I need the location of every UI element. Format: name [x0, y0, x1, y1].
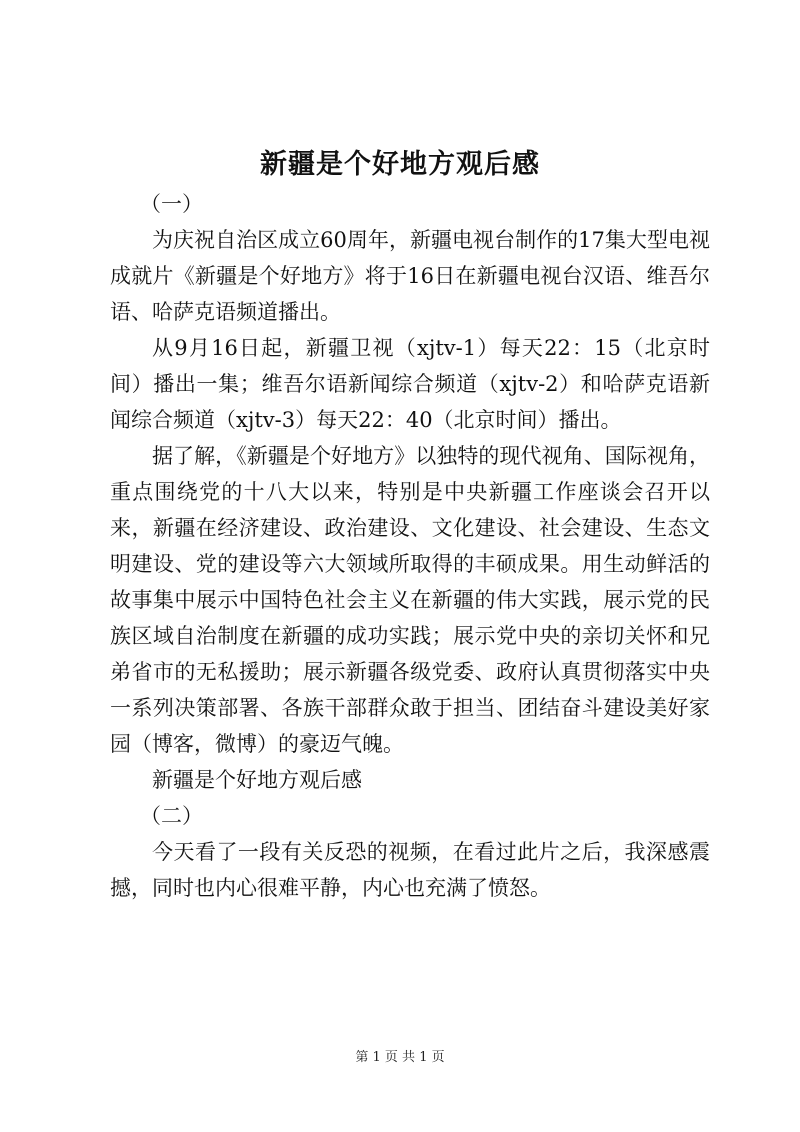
- paragraph-3: 据了解，《新疆是个好地方》以独特的现代视角、国际视角，重点围绕党的十八大以来，特别是中央新疆工作座谈会召开以来，新疆在经济建设、政治建设、文化建设、社会建设、生态文明建设、党的建设等六大领域所取得的丰硕成果。用生动鲜活的故事集中展示中国特色社会主义在新疆的伟大实践，展示党的民族区域自治制度在新疆的成功实践；展示党中央的亲切关怀和兄弟省市的无私援助；展示新疆各级党委、政府认真贯彻落实中央一系列决策部署、各族干部群众敢于担当、团结奋斗建设美好家园（博客，微博）的豪迈气魄。: [110, 444, 710, 756]
- paragraph-2: 从9月16日起，新疆卫视（xjtv-1）每天22：15（北京时间）播出一集；维吾尔语新闻综合频道（xjtv-2）和哈萨克语新闻综合频道（xjtv-3）每天22：40（北京时间）播出。: [110, 336, 710, 432]
- subtitle-line: 新疆是个好地方观后感: [152, 768, 362, 792]
- page-footer: 第 1 页 共 1 页: [355, 1050, 445, 1065]
- section-label-1: （一）: [140, 192, 203, 216]
- paragraph-1: 为庆祝自治区成立60周年，新疆电视台制作的17集大型电视成就片《新疆是个好地方》将于16日在新疆电视台汉语、维吾尔语、哈萨克语频道播出。: [110, 228, 710, 324]
- section-label-2: （二）: [140, 804, 203, 828]
- document-body: [110, 186, 710, 906]
- document-title: 新疆是个好地方观后感: [260, 149, 540, 180]
- paragraph-4: 今天看了一段有关反恐的视频，在看过此片之后，我深感震撼，同时也内心很难平静，内心也充满了愤怒。: [110, 840, 710, 900]
